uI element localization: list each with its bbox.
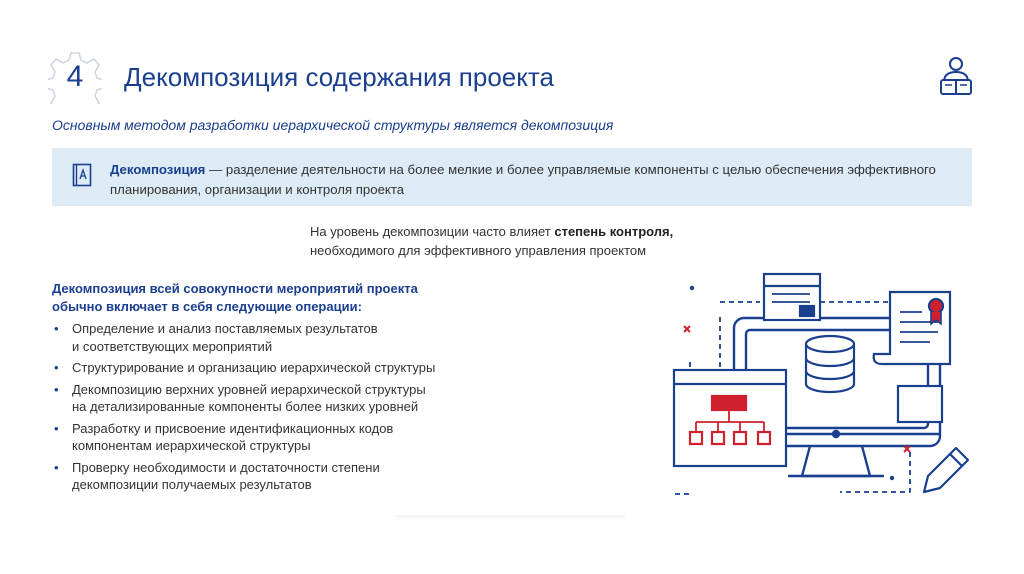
list-item bbox=[52, 381, 512, 416]
operations-heading: Декомпозиция всей совокупности мероприятий проекта обычно включает в себя следующие операции: bbox=[52, 281, 418, 314]
bullet: • bbox=[54, 321, 59, 336]
subtitle: Основным методом разработки иерархической структуры является декомпозиция bbox=[52, 117, 614, 133]
list-item-line: Проверку необходимости и достаточности степени bbox=[72, 459, 380, 475]
list-item-line: на детализированные компоненты более низких уровней bbox=[72, 399, 419, 414]
bullet: • bbox=[54, 459, 59, 475]
control-note-bold: степень контроля, bbox=[554, 224, 674, 239]
control-note-after: необходимого для эффективного управления проектом bbox=[310, 243, 647, 258]
list-item-line: Разработку и присвоение идентификационных кодов bbox=[72, 420, 394, 436]
bullet: • bbox=[54, 420, 59, 436]
list-item bbox=[52, 420, 512, 455]
list-item-line: Определение и анализ поставляемых результатов bbox=[72, 321, 378, 336]
book-icon bbox=[72, 163, 92, 187]
list-item bbox=[52, 359, 512, 377]
list-item-line: Декомпозицию верхних уровней иерархической структуры bbox=[72, 381, 426, 397]
computer-illustration bbox=[660, 262, 980, 512]
control-note bbox=[310, 222, 730, 260]
list-item bbox=[52, 320, 512, 355]
reader-icon bbox=[938, 56, 974, 96]
pencil-icon bbox=[924, 448, 968, 492]
list-item-line: Структурирование и организацию иерархической структуры bbox=[72, 360, 436, 375]
list-item-line: компонентам иерархической структуры bbox=[72, 438, 311, 453]
list-item-line: и соответствующих мероприятий bbox=[72, 338, 273, 354]
slide-number: 4 bbox=[66, 60, 84, 93]
control-note-before: На уровень декомпозиции часто влияет bbox=[310, 224, 555, 239]
hierarchy-chart-icon bbox=[674, 370, 786, 466]
bullet: • bbox=[54, 360, 59, 375]
operations-list bbox=[52, 320, 512, 498]
list-item bbox=[52, 459, 512, 494]
divider bbox=[395, 515, 625, 521]
bullet: • bbox=[54, 381, 59, 397]
definition-term: Декомпозиция bbox=[110, 162, 206, 177]
page-title: Декомпозиция содержания проекта bbox=[124, 62, 554, 92]
database-icon bbox=[806, 336, 854, 392]
list-item-line: декомпозиции получаемых результатов bbox=[72, 477, 312, 492]
definition-text bbox=[110, 160, 940, 200]
definition-body: — разделение деятельности на более мелкие и более управляемые компоненты с целью обеспечения эффективного планирования, организации и контроля проекта bbox=[110, 162, 936, 197]
document-icon bbox=[764, 274, 820, 320]
